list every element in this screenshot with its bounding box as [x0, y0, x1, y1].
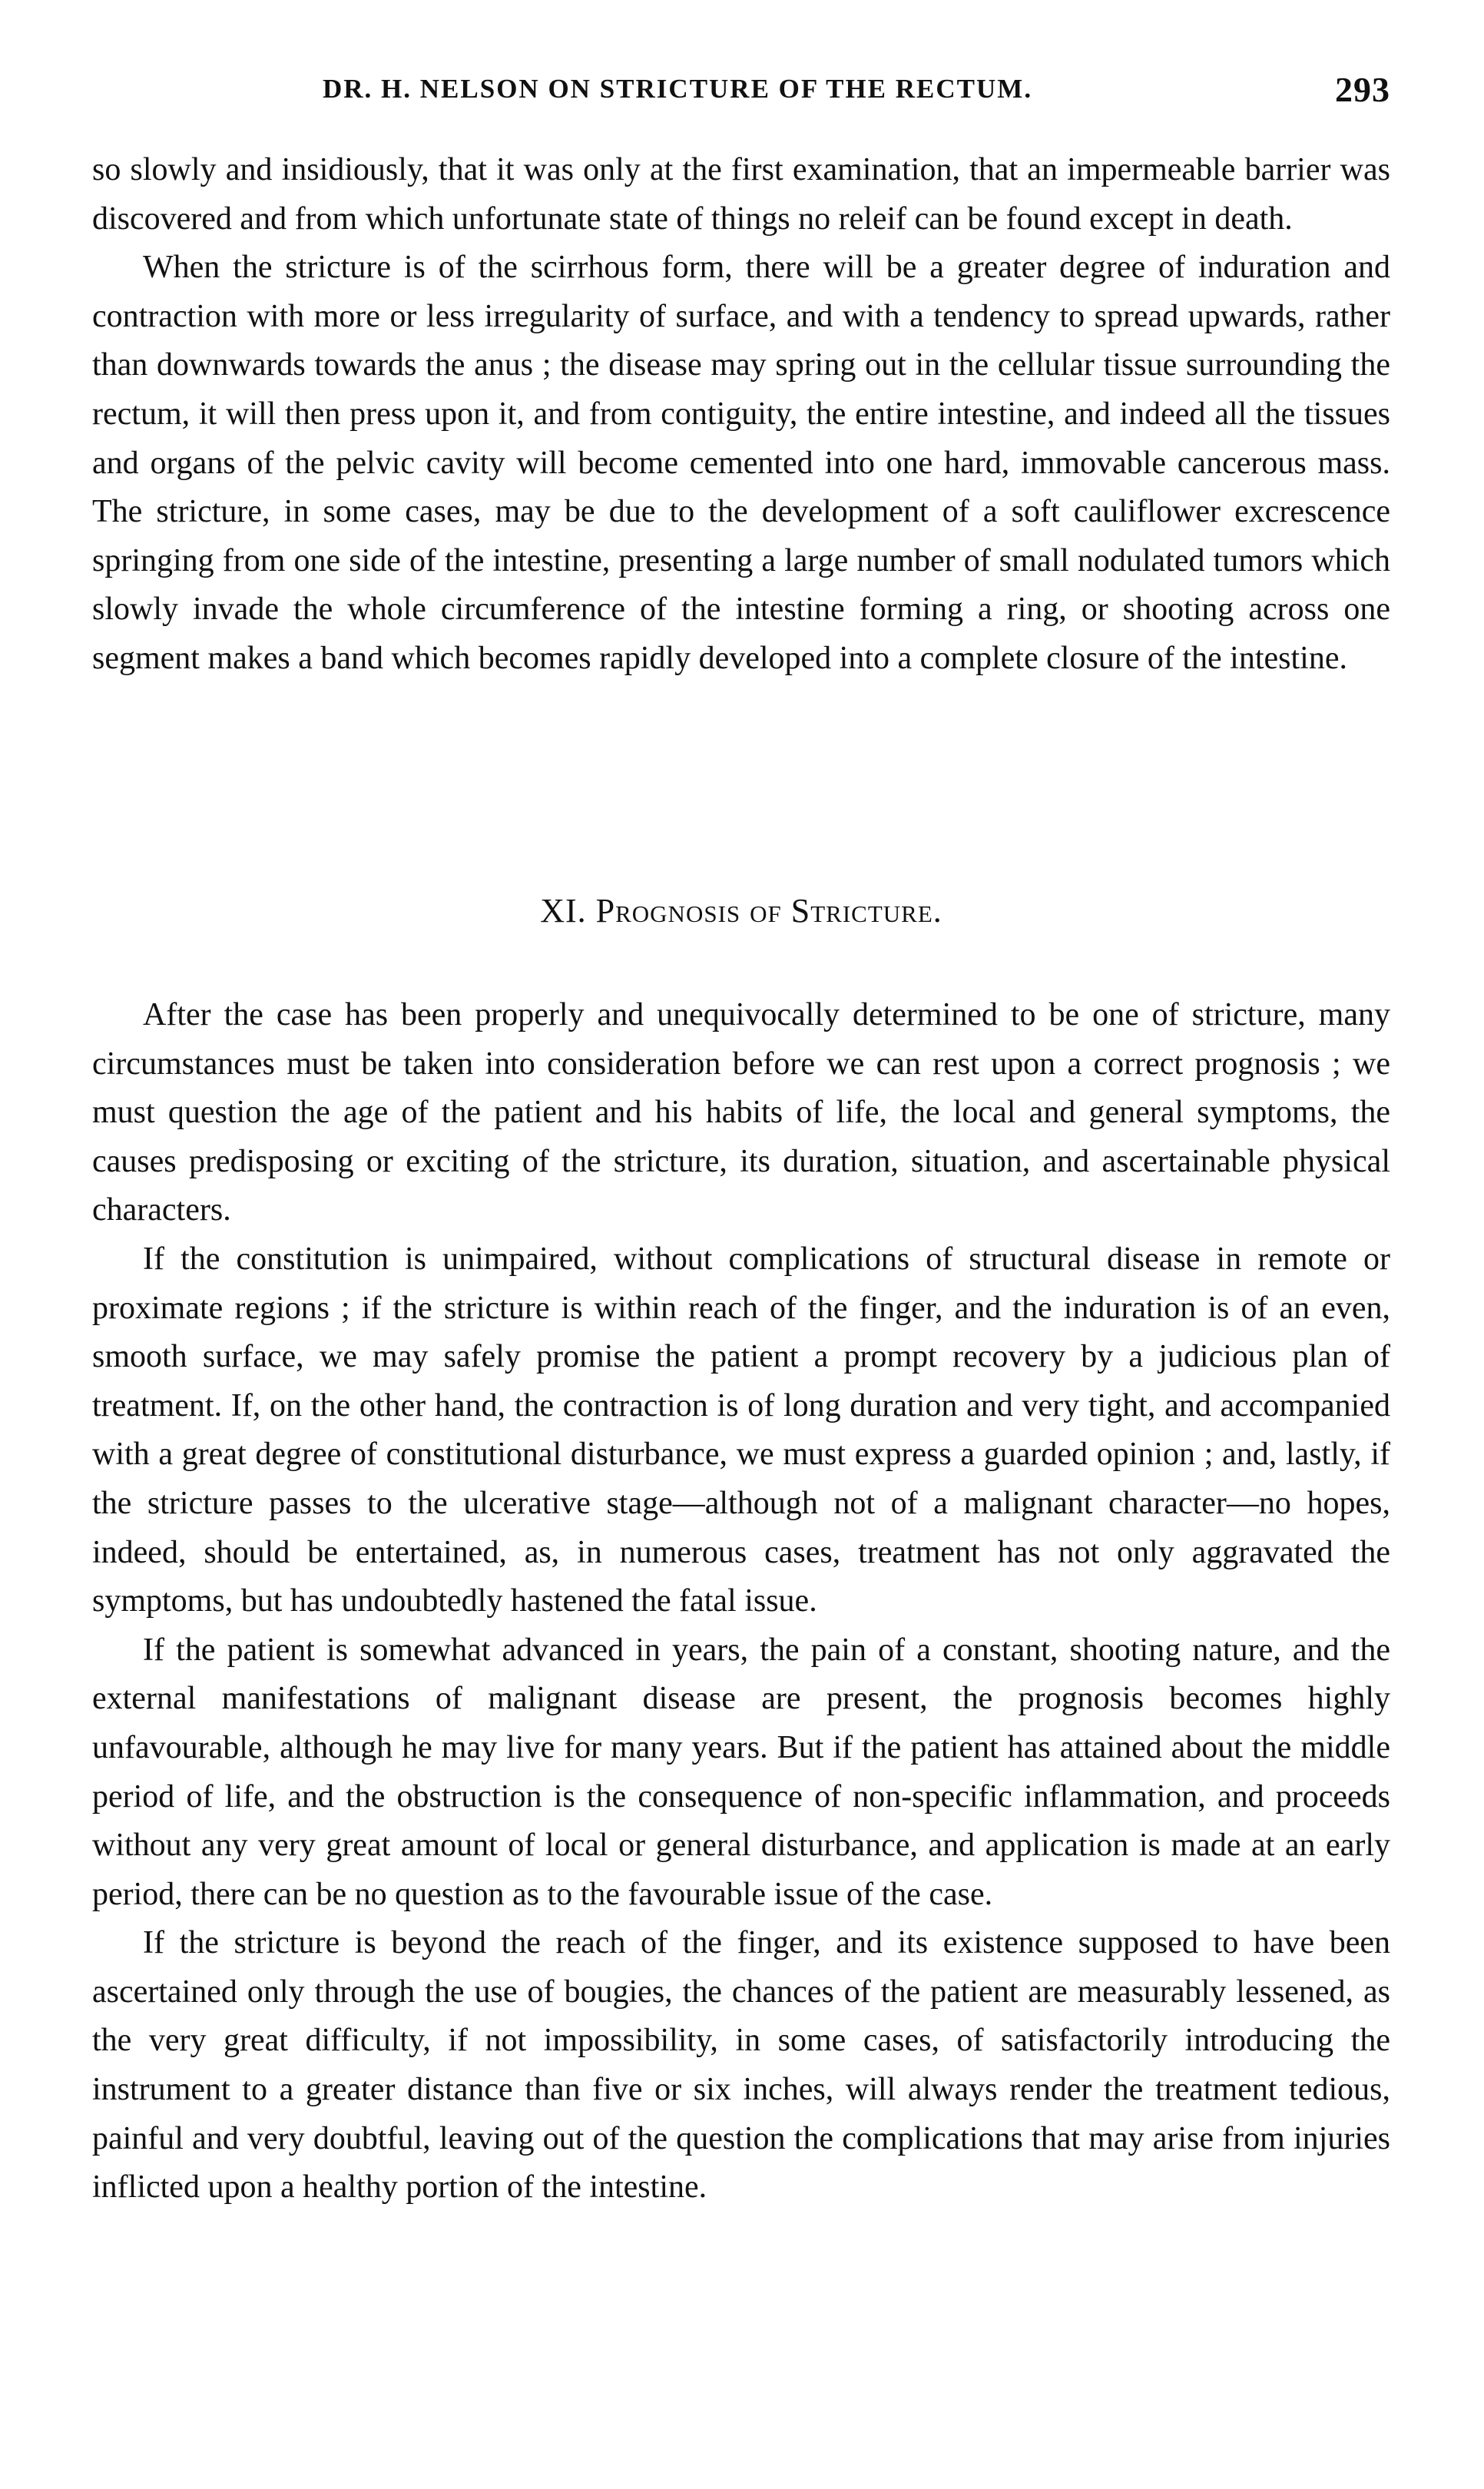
paragraph-advanced-years: If the patient is somewhat advanced in years, the pain of a constant, shooting nature, and the external manifestations of malignant disease are present, the prognosis becomes highly unfavourable, although he may live for many years. But if the patient has attained about the middle period of life, and the obstruction is the consequence of non-specific inflammation, and proceeds without any very great amount of local or general disturbance, and application is made at an early period, there can be no question as to the favourable issue of the case. [92, 1632, 1390, 1912]
paragraph-constitution: If the constitution is unimpaired, without complications of structural disease in remote or proximate regions ; if the stricture is within reach of the finger, and the induration is of an even, smooth surface, we may safely promise the patient a prompt recovery by a judicious plan of treatment. If, on the other hand, the contraction is of long duration and very tight, and accompanied with a great degree of constitutional disturbance, we must express a guarded opinion ; and, lastly, if the stricture passes to the ulcerative stage—although not of a malignant character—no hopes, indeed, should be entertained, as, in numerous cases, treatment has not only aggravated the symptoms, but has undoubtedly hastened the fatal issue. [92, 1241, 1390, 1619]
paragraph-beyond-finger: If the stricture is beyond the reach of the finger, and its existence supposed to have been ascertained only through the use of bougies, the chances of the patient are measurably lessened, as the very great difficulty, if not impossibility, in some cases, of satisfactorily introducing the instrument to a greater distance than five or six inches, will always render the treatment tedious, painful and very doubtful, leaving out of the question the complications that may arise from injuries inflicted upon a healthy portion of the intestine. [92, 1925, 1390, 2206]
section-heading: XI. Prognosis of Stricture. [540, 892, 942, 930]
paragraph-prognosis-intro: After the case has been properly and unequivocally determined to be one of stricture, many circumstances must be taken into consideration before we can rest upon a correct prognosis ; we must question the age of the patient and his habits of life, the local and general symptoms, the causes predisposing or exciting of the stricture, its duration, situation, and ascertainable physical characters. [92, 997, 1390, 1228]
continuation-text [92, 146, 1390, 684]
prognosis-section-text [92, 991, 1390, 2212]
paragraph-scirrhous-form: When the stricture is of the scirrhous form, there will be a greater degree of induration and contraction with more or less irregularity of surface, and with a tendency to spread upwards, rather than downwards towards the anus ; the disease may spring out in the cellular tissue surrounding the rectum, it will then press upon it, and from contiguity, the entire intestine, and indeed all the tissues and organs of the pelvic cavity will become cemented into one hard, immovable cancerous mass. The stricture, in some cases, may be due to the development of a soft cauliflower excrescence springing from one side of the intestine, presenting a large number of small nodulated tumors which slowly invade the whole circumference of the intestine forming a ring, or shooting across one segment makes a band which becomes rapidly developed into a complete closure of the intestine. [92, 250, 1390, 676]
running-title: DR. H. NELSON ON STRICTURE OF THE RECTUM. [323, 74, 1033, 104]
paragraph-continued: so slowly and insidiously, that it was only at the first examination, that an impermeable barrier was discovered and from which unfortunate state of things no releif can be found except in death. [92, 152, 1390, 237]
page-number: 293 [1335, 70, 1390, 109]
running-head [92, 70, 1390, 120]
